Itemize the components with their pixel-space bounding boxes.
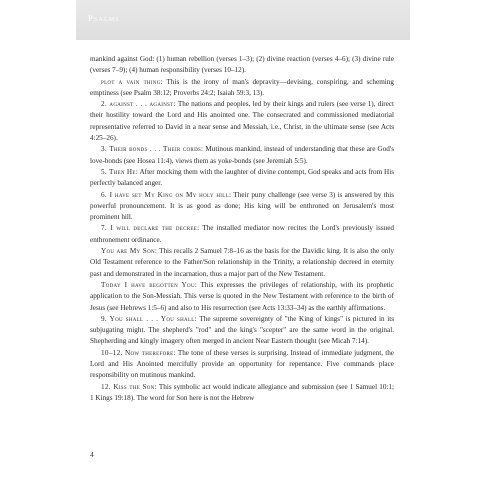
paragraph-5 [90,190,394,224]
paragraph-7-lead: You are My Son: [101,247,158,256]
paragraph-1 [90,77,394,100]
paragraph-11-text: This symbolic act would indicate allegiance and submission (see 1 Samuel 10:1; 1 Kings 19:18). The word for Son here is not the Hebrew [90,382,394,402]
running-head: Psalms [88,13,120,23]
paragraph-3-lead: 3. Their bonds . . . Their cords: [101,145,204,154]
paragraph-4-text: After mocking them with the laughter of divine contempt, God speaks and acts from His perfectly balanced anger. [90,167,395,188]
paragraph-8-text: This expresses the privileges of relationship, with its prophetic application to the Son-Messiah. This verse is quoted in the New Testament with reference to the birth of Jesus (see Hebrews 1:5–6) and also to His resurrection (see Acts 13:33–34) as the earthly affirmations. [90,280,394,312]
paragraph-10-text: The tone of these verses is surprising. Instead of immediate judgment, the Lord and His Anointed mercifully provide an opportunity for repentance. Five commands place responsibility on mutinous mankind. [90,348,394,380]
page-number: 4 [90,450,94,459]
paragraph-6-text: The installed mediator now recites the Lord's previously issued enthronement ordinance. [90,224,394,244]
paragraph-6 [90,223,394,246]
paragraph-10-lead: 10–12. Now therefore: [101,348,176,357]
paragraph-5-text: Their puny challenge (see verse 3) is answered by this powerful pronouncement. It is as good as done; His king will be enthroned on Jerusalem's most prominent hill. [90,190,394,222]
paragraph-10 [90,348,394,382]
paragraph-3 [90,144,394,167]
paragraph-1-text: This is the irony of man's depravity—devising, conspiring, and scheming emptiness (see Psalm 38:12; Proverbs 24:2; Isaiah 59:3, 13). [90,77,394,97]
paragraph-7-text: This recalls 2 Samuel 7:8–16 as the basis for the Davidic king. It is also the only Old Testament reference to the Father/Son relationship in the Trinity, a relationship decreed in eternity past and demonstrated in the incarnation, thus a major part of the New Testament. [90,247,394,278]
commentary-body [90,54,394,404]
paragraph-9-text: The supreme sovereignty of "the King of kings" is pictured in its subjugating might. The shepherd's "rod" and the king's "scepter" are the same word in the original. Shepherding and kingly imagery often merged in ancient Near Eastern thought (see Micah 7:14). [90,314,394,346]
paragraph-2-text: The nations and peoples, led by their kings and rulers (see verse 1), direct their hostility toward the Lord and His anointed one. The consecrated and commissioned mediatorial representative referred to David in a near sense and Messiah, i.e., Christ, in the ultimate sense (see Acts 4:25–26). [90,100,394,143]
paragraph-2 [90,99,394,144]
paragraph-5-lead: 6. I have set My King on My holy hill: [101,190,232,199]
paragraph-8 [90,280,394,314]
paragraph-7 [90,246,394,280]
paragraph-0-text: mankind against God: (1) human rebellion (verses 1–3); (2) divine reaction (verses 4–6); (3) divine rule (verses 7–9); (4) human responsibility (verses 10–12). [90,55,394,75]
running-head-band [76,0,410,40]
paragraph-0 [90,54,394,77]
paragraph-11 [90,382,394,405]
paragraph-8-lead: Today I have begotten You: [101,280,198,289]
paragraph-9-lead: 9. You shall . . . You shall: [101,314,197,323]
paragraph-2-lead: 2. against . . . against: [101,100,176,109]
paragraph-4-lead: 5. Then He: [101,167,139,176]
paragraph-3-text: Mutinous mankind, instead of understanding that these are God's love-bonds (see Hosea 11:4), views them as yoke-bonds (see Jeremiah 5:5). [90,145,394,165]
paragraph-9 [90,314,394,348]
paragraph-6-lead: 7. I will declare the decree: [101,224,200,233]
paragraph-1-lead: plot a vain thing: [101,77,163,86]
paragraph-11-lead: 12. Kiss the Son: [101,382,157,391]
paragraph-4 [90,167,394,190]
